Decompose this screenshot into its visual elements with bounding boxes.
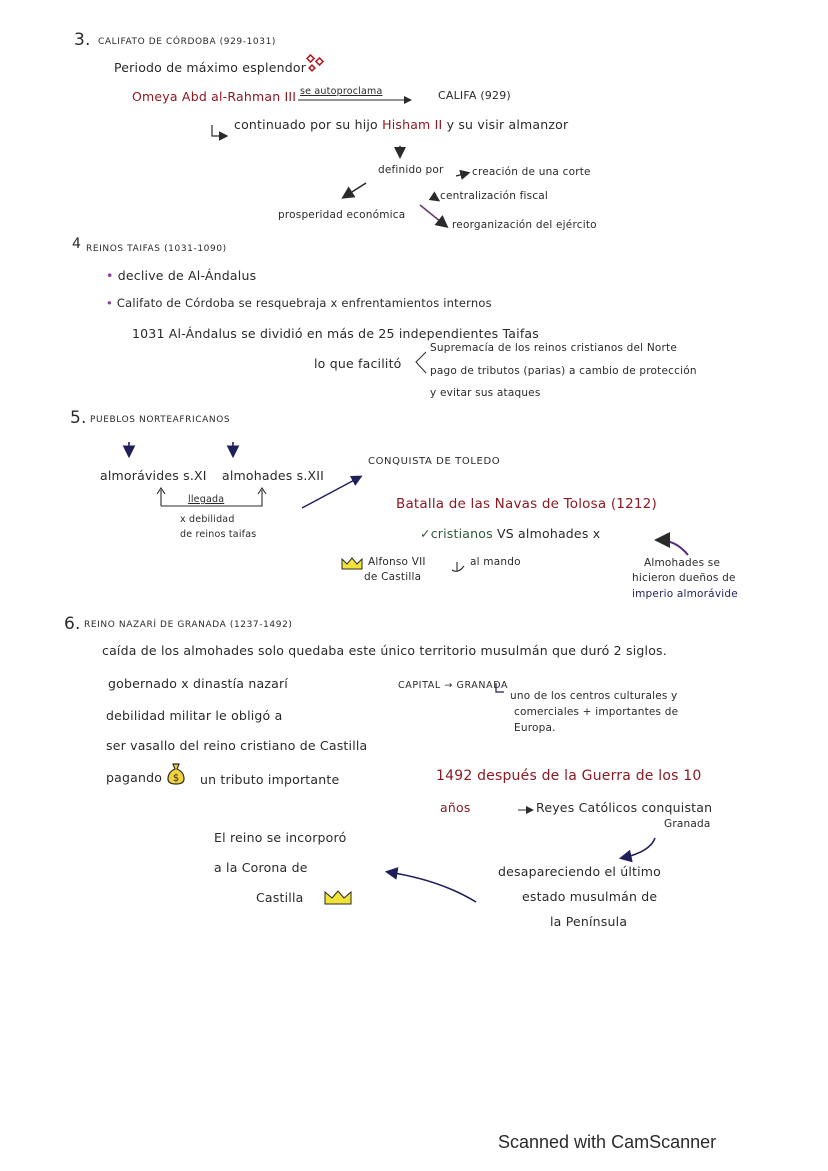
s4-item-3: y evitar sus ataques [430,387,541,399]
s3-item-ejercito: reorganización del ejército [452,219,597,231]
s6-red-2b: Reyes Católicos conquistan [536,800,713,815]
s5-arrival: llegada [188,494,225,505]
section-5-number: 5. [70,408,87,428]
s6-line-1: caída de los almohades solo quedaba este único territorio musulmán que duró 2 siglos. [102,643,667,658]
s3-prosperity: prosperidad económica [278,209,406,221]
s6-incorp-2: a la Corona de [214,860,308,875]
s3-continued: continuado por su hijo Hisham II y su visir almanzor [234,117,569,132]
s3-item-corte: creación de una corte [472,166,591,178]
s3-califa: CALIFA (929) [438,89,511,102]
s4-item-1: Supremacía de los reinos cristianos del Norte [430,342,678,354]
section-6-number: 6. [64,614,81,634]
s6-red-1: 1492 después de la Guerra de los 10 [436,768,702,784]
s6-line-2: gobernado x dinastía nazarí [108,676,288,691]
s6-capital: CAPITAL → GRANADA [398,680,509,691]
s6-red-2a: años [440,800,471,815]
section-5-title: PUEBLOS NORTEAFRICANOS [90,415,231,425]
s6-capital-note-1: uno de los centros culturales y [510,690,678,702]
s6-disappear-3: la Península [550,914,628,929]
crown-icon [324,890,352,905]
s6-incorp-3: Castilla [256,890,304,905]
s4-bullet-2: • Califato de Córdoba se resquebraja x enfrentamientos internos [106,296,492,310]
s6-line-3: debilidad militar le obligó a [106,708,283,723]
section-3-title: CALIFATO DE CÓRDOBA (929-1031) [98,37,277,47]
s5-alfonso-1: Alfonso VII [368,556,426,568]
s5-battle: Batalla de las Navas de Tolosa (1212) [396,496,657,512]
s3-abd-al-rahman: Omeya Abd al-Rahman III [132,89,297,104]
s6-disappear-2: estado musulmán de [522,889,658,904]
crown-icon [341,557,363,570]
s5-vs: ✓cristianos VS almohades x [420,526,601,541]
s6-disappear-1: desapareciendo el último [498,864,661,879]
section-6-title: REINO NAZARÍ DE GRANADA (1237-1492) [84,620,293,630]
money-bag-icon [166,762,186,786]
s6-capital-note-3: Europa. [514,722,556,734]
section-4-title: REINOS TAIFAS (1031-1090) [86,244,227,254]
s6-incorp-1: El reino se incorporó [214,830,347,845]
section-3-number: 3. [74,30,91,50]
sparkle-icon [306,54,328,74]
s6-red-3: Granada [664,818,711,830]
s5-note-1: Almohades se [644,557,721,569]
s6-line-5-suffix: un tributo importante [200,772,340,787]
s5-note-3: imperio almorávide [632,588,738,600]
s5-note-2: hicieron dueños de [632,572,736,584]
svg-text:$: $ [172,773,180,784]
section-4-number: 4 [72,236,82,252]
s5-toledo: CONQUISTA DE TOLEDO [368,456,501,467]
s4-1031: 1031 Al-Ándalus se dividió en más de 25 independientes Taifas [132,326,539,341]
s5-in-command: al mando [470,556,521,568]
s5-almoravides: almorávides s.XI [100,468,207,483]
s5-reason-1: x debilidad [180,514,235,525]
s3-defined-by: definido por [378,164,444,176]
s3-line-esplendor: Periodo de máximo esplendor [114,60,307,75]
s5-reason-2: de reinos taifas [180,529,257,540]
camscanner-watermark: Scanned with CamScanner [498,1132,717,1152]
s6-capital-note-2: comerciales + importantes de [514,706,679,718]
s5-alfonso-2: de Castilla [364,571,422,583]
s6-line-5-prefix: pagando [106,770,163,785]
s3-item-fiscal: centralización fiscal [440,190,549,202]
s6-line-4: ser vasallo del reino cristiano de Castilla [106,738,368,753]
s4-bullet-1: • declive de Al-Ándalus [106,268,257,283]
s3-arrow-label: se autoproclama [300,86,383,97]
s5-almohades: almohades s.XII [222,468,325,483]
s4-item-2: pago de tributos (parias) a cambio de protección [430,365,697,377]
s4-facilitated: lo que facilitó [314,356,402,371]
